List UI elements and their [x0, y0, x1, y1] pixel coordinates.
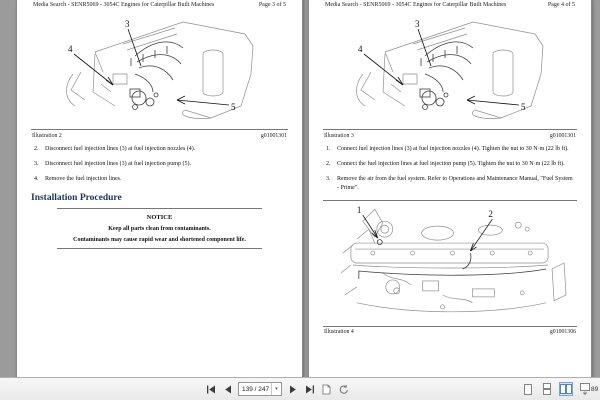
- callout-2: 2: [488, 208, 493, 219]
- page-header: [323, 2, 577, 8]
- step-item: [34, 160, 288, 169]
- illustration-id: g01001301: [260, 132, 287, 139]
- page-header: [31, 2, 288, 8]
- step-text: Disconnect fuel injection lines (3) at fuel injection nozzles (4).: [45, 145, 196, 152]
- step-item: [34, 145, 288, 154]
- engine-line-drawing: [325, 14, 575, 126]
- step-text: Disconnect fuel injection lines (3) at fuel injection pump (5).: [45, 160, 191, 167]
- illustration-label: Illustration 4: [324, 329, 354, 335]
- rotate-icon: [338, 384, 349, 395]
- step-text: Connect fuel injection lines (3) at fuel injection nozzles (4). Tighten the nut to 30 N·m (22 lb ft).: [337, 145, 569, 152]
- engine-line-drawing: [35, 14, 285, 126]
- header-title: Media Search - SENR5069 - 3054C Engines for Caterpillar Built Machines: [33, 2, 215, 8]
- illustration-caption: [31, 133, 288, 139]
- document-page-3: [16, 0, 303, 378]
- step-number: 2.: [326, 160, 331, 167]
- illustration-id: g01001306: [549, 329, 576, 335]
- step-number: 2.: [34, 145, 39, 152]
- two-page-view-icon: [560, 384, 572, 394]
- illustration-label: Illustration 3: [324, 132, 354, 139]
- illustration-divider: [323, 200, 577, 201]
- illustration-divider: [323, 129, 577, 130]
- previous-page-icon: [224, 385, 232, 394]
- first-page-icon: [206, 385, 216, 394]
- step-number: 1.: [326, 145, 331, 152]
- illustration-caption: [323, 133, 577, 139]
- single-page-view-button[interactable]: [521, 382, 535, 396]
- illustration-divider: [323, 326, 577, 327]
- engine-illustration-3: [323, 14, 577, 126]
- step-text: Remove the air from the fuel system. Refer to Operations and Maintenance Manual, "Fuel System - Prime".: [337, 175, 573, 191]
- step-number: 3.: [34, 160, 39, 167]
- step-item: [326, 175, 577, 193]
- notice-top-rule: [57, 208, 262, 209]
- engine-side-line-drawing: [323, 203, 577, 323]
- chevron-down-icon[interactable]: ▾: [271, 383, 281, 395]
- viewer-toolbar: [0, 377, 600, 400]
- illustration-label: Illustration 2: [32, 132, 62, 139]
- callout-5: 5: [230, 102, 235, 112]
- callout-4: 4: [358, 44, 363, 54]
- notice-line: Keep all parts clean from contaminants.: [108, 225, 211, 232]
- page-icon: [322, 384, 331, 395]
- continuous-facing-view-icon: [580, 383, 590, 395]
- notice-title: NOTICE: [146, 213, 173, 221]
- zoom-percentage[interactable]: 89: [591, 386, 599, 393]
- notice-line: Contaminants may cause rapid wear and shortened component life.: [73, 236, 246, 243]
- page-layout-controls: [521, 382, 592, 396]
- step-item: [34, 175, 288, 184]
- continuous-view-icon: [543, 383, 551, 395]
- page-number-combobox[interactable]: [238, 382, 282, 396]
- callout-5: 5: [521, 102, 526, 112]
- continuous-facing-view-button[interactable]: [578, 382, 592, 396]
- two-page-view-button[interactable]: [559, 382, 573, 396]
- page-number-value[interactable]: 139 / 247: [242, 385, 270, 393]
- first-page-button[interactable]: [204, 383, 217, 396]
- notice-box: [57, 208, 262, 249]
- header-title: Media Search - SENR5069 - 3054C Engines for Caterpillar Built Machines: [325, 2, 507, 8]
- engine-illustration-2: [31, 14, 288, 126]
- last-page-icon: [305, 385, 315, 394]
- removal-steps: [31, 145, 288, 184]
- illustration-divider: [31, 129, 288, 130]
- callout-4: 4: [67, 44, 72, 54]
- document-page-4: [308, 0, 592, 378]
- continuous-view-button[interactable]: [540, 382, 554, 396]
- rotate-view-button[interactable]: [337, 383, 350, 396]
- step-item: [326, 145, 577, 154]
- callout-3: 3: [415, 19, 420, 29]
- notice-bottom-rule: [57, 248, 262, 249]
- last-page-button[interactable]: [303, 383, 316, 396]
- step-text: Remove the fuel injection lines.: [45, 175, 122, 182]
- illustration-id: g01001301: [549, 132, 576, 139]
- single-page-view-icon: [524, 384, 532, 395]
- callout-3: 3: [124, 19, 129, 29]
- step-text: Connect the fuel injection lines at fuel injection pump (5). Tighten the nut to 30 N·m (22 lb ft).: [337, 160, 565, 167]
- step-item: [326, 160, 577, 169]
- engine-illustration-4: [323, 203, 577, 323]
- step-number: 4.: [34, 175, 39, 182]
- page-navigation: [204, 382, 350, 396]
- header-page-number: Page 3 of 5: [258, 2, 286, 8]
- previous-page-button[interactable]: [221, 383, 234, 396]
- step-number: 3.: [326, 175, 331, 182]
- installation-steps: [323, 145, 577, 193]
- next-page-button[interactable]: [286, 383, 299, 396]
- header-page-number: Page 4 of 5: [547, 2, 575, 8]
- section-heading: Installation Procedure: [31, 192, 122, 203]
- next-page-icon: [289, 385, 297, 394]
- callout-1: 1: [356, 204, 362, 215]
- previous-view-button[interactable]: [320, 383, 333, 396]
- illustration-caption: [323, 329, 577, 335]
